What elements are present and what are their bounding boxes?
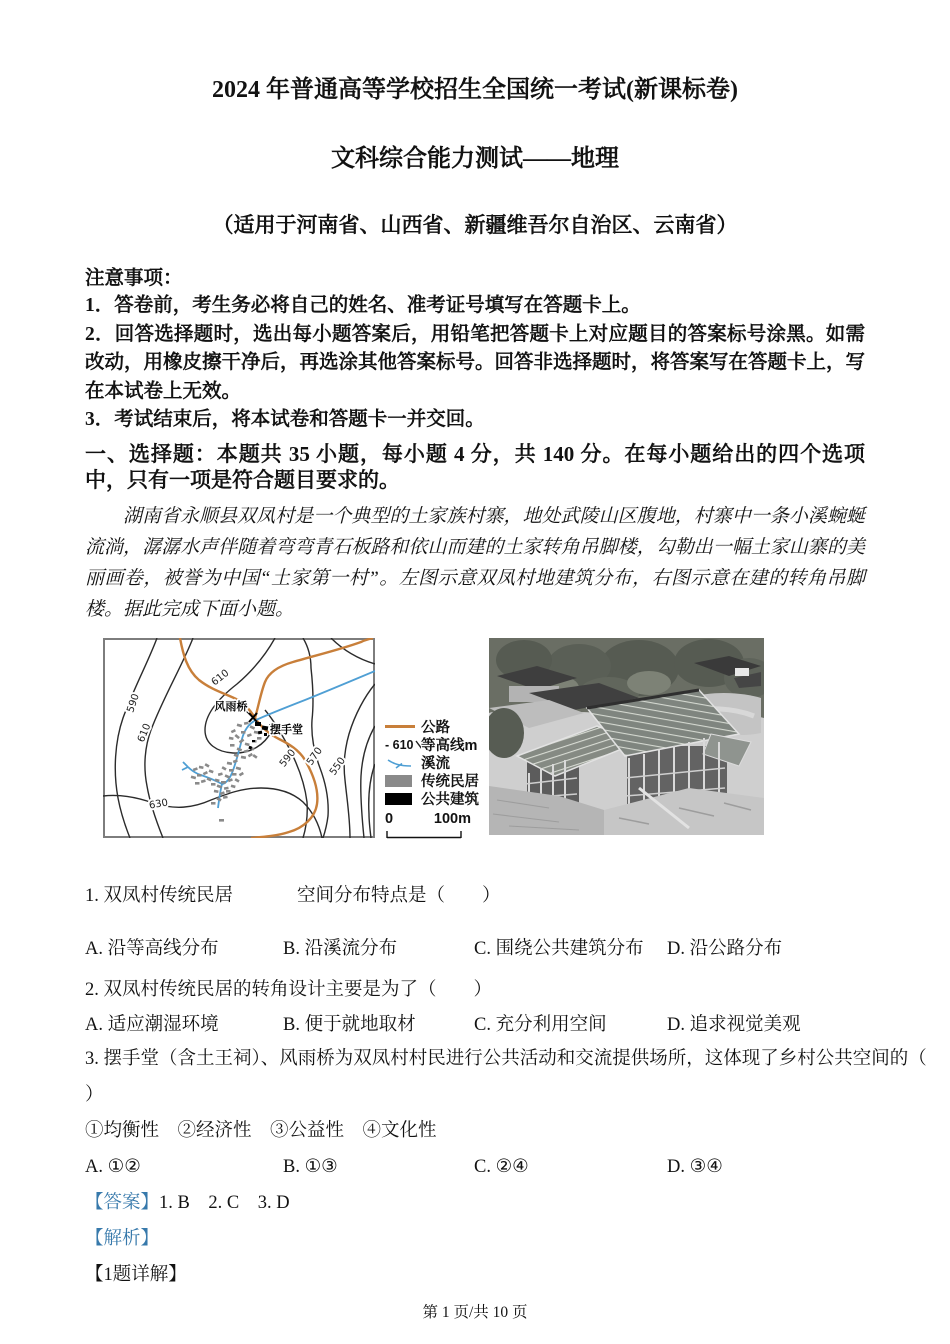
notice-item-2: 2．回答选择题时，选出每小题答案后，用铅笔把答题卡上对应题目的答案标号涂黑。如需改动，用橡皮擦干净后，再选涂其他答案标号。回答非选择题时，将答案写在答题卡上，写在本试卷上无效。: [85, 323, 866, 402]
question-1-options: [85, 938, 865, 961]
option-1b: B. 沿溪流分布: [283, 938, 398, 959]
applicable-provinces: （适用于河南省、山西省、新疆维吾尔自治区、云南省）: [212, 213, 738, 237]
question-1-stem: [85, 885, 865, 908]
option-2d: D. 追求视觉美观: [667, 1014, 801, 1035]
dwelling-legend-symbol: [385, 775, 421, 787]
question-1-stem-post: 空间分布特点是（ ）: [297, 885, 501, 906]
section-heading: 一、选择题：本题共 35 小题，每小题 4 分，共 140 分。在每小题给出的四个选项中，只有一项是符合题目要求的。: [85, 441, 865, 492]
notices-heading: 注意事项：: [85, 268, 183, 289]
question-2-options: [85, 1014, 865, 1037]
contour-label-570: 570: [304, 745, 325, 768]
option-1c: C. 围绕公共建筑分布: [474, 938, 644, 959]
page-title: 2024 年普通高等学校招生全国统一考试(新课标卷): [212, 77, 738, 103]
analysis-line: [85, 1228, 865, 1251]
legend-row-stream: [385, 754, 479, 772]
legend-label-public: 公共建筑: [421, 792, 479, 808]
question-passage: 湖南省永顺县双凤村是一个典型的土家族村寨，地处武陵山区腹地，村寨中一条小溪蜿蜒流淌，潺潺水声伴随着弯弯青石板路和依山而建的土家转角吊脚楼，勾勒出一幅土家山寨的美丽画卷，被誉为中国“土家第一村”。左图示意双凤村地建筑分布，右图示意在建的转角吊脚楼。据此完成下面小题。: [85, 505, 865, 620]
notice-item-3: 3．考试结束后，将本试卷和答题卡一并交回。: [85, 409, 485, 430]
scale-zero-label: 0: [385, 810, 394, 827]
contour-label-590-left: 590: [125, 691, 142, 714]
contour-map-svg: [103, 638, 375, 838]
option-3b: B. ①③: [283, 1156, 338, 1177]
legend-label-dwelling: 传统民居: [421, 774, 479, 790]
question-3-stem: 3. 摆手堂（含土王祠）、风雨桥为双凤村村民进行公共活动和交流提供场所，这体现了乡村公共空间的（: [85, 1048, 927, 1069]
option-1d: D. 沿公路分布: [667, 938, 783, 959]
legend-label-road: 公路: [421, 720, 450, 736]
option-2a: A. 适应潮湿环境: [85, 1014, 219, 1035]
page-content: [0, 76, 950, 1287]
scale-bar-line: [385, 830, 471, 839]
option-2c: C. 充分利用空间: [474, 1014, 607, 1035]
bridge-label: 风雨桥: [214, 699, 248, 713]
contour-label-630: 630: [148, 796, 169, 812]
legend-label-stream: 溪流: [421, 756, 450, 772]
question-3-options: [85, 1156, 865, 1179]
notice-item-1: 1．答卷前，考生务必将自己的姓名、准考证号填写在答题卡上。: [85, 295, 641, 316]
construction-photo-svg: [489, 638, 764, 835]
option-1a: A. 沿等高线分布: [85, 938, 219, 959]
map-scale-bar: [385, 812, 471, 843]
contour-label-590-right: 590: [277, 747, 299, 769]
contour-label-550: 550: [327, 755, 348, 778]
question-3-stem-close: ）: [85, 1084, 104, 1105]
option-2b: B. 便于就地取材: [283, 1014, 416, 1035]
scale-hundred-label: 100m: [433, 810, 471, 827]
question-3: [85, 1048, 927, 1179]
page-subtitle: 文科综合能力测试——地理: [331, 146, 619, 172]
option-3d: D. ③④: [667, 1156, 723, 1177]
question-1: [85, 885, 865, 961]
stream-legend-symbol: [385, 755, 421, 770]
legend-label-contour: 等高线m: [421, 738, 478, 754]
contour-legend-value: - 610: [385, 737, 414, 752]
detail-label: 【1题详解】: [85, 1264, 187, 1285]
figure-group: [103, 638, 865, 838]
stream-symbol-icon: [385, 755, 413, 770]
legend-row-public: [385, 790, 479, 808]
contour-legend-symbol: [385, 738, 421, 752]
page-number-footer: 第 1 页/共 10 页: [422, 1304, 528, 1321]
legend-row-dwelling: [385, 772, 479, 790]
question-3-numbered-items: ①均衡性 ②经济性 ③公益性 ④文化性: [85, 1120, 437, 1141]
legend-row-road: [385, 718, 479, 736]
question-1-stem-pre: 1. 双凤村传统民居: [85, 885, 234, 906]
hall-label: 摆手堂: [270, 722, 303, 736]
contour-map: [103, 638, 375, 843]
option-3c: C. ②④: [474, 1156, 529, 1177]
road-legend-symbol: [385, 725, 421, 728]
construction-photo: [489, 638, 764, 840]
contour-tick-icon: [414, 738, 422, 751]
answer-label: 【答案】: [85, 1192, 160, 1213]
map-legend: [385, 718, 479, 843]
answer-value: 1. B 2. C 3. D: [159, 1192, 290, 1213]
contour-label-610-left: 610: [136, 721, 154, 744]
question-2-stem: 2. 双凤村传统民居的转角设计主要是为了（ ）: [85, 979, 493, 1000]
answer-line: [85, 1192, 865, 1215]
option-3a: A. ①②: [85, 1156, 141, 1177]
legend-row-contour: [385, 736, 479, 754]
analysis-label: 【解析】: [85, 1228, 160, 1249]
public-building-legend-symbol: [385, 793, 421, 805]
contour-label-610-mid: 610: [209, 667, 232, 688]
detail-heading-line: [85, 1264, 865, 1287]
question-2: [85, 979, 865, 1037]
